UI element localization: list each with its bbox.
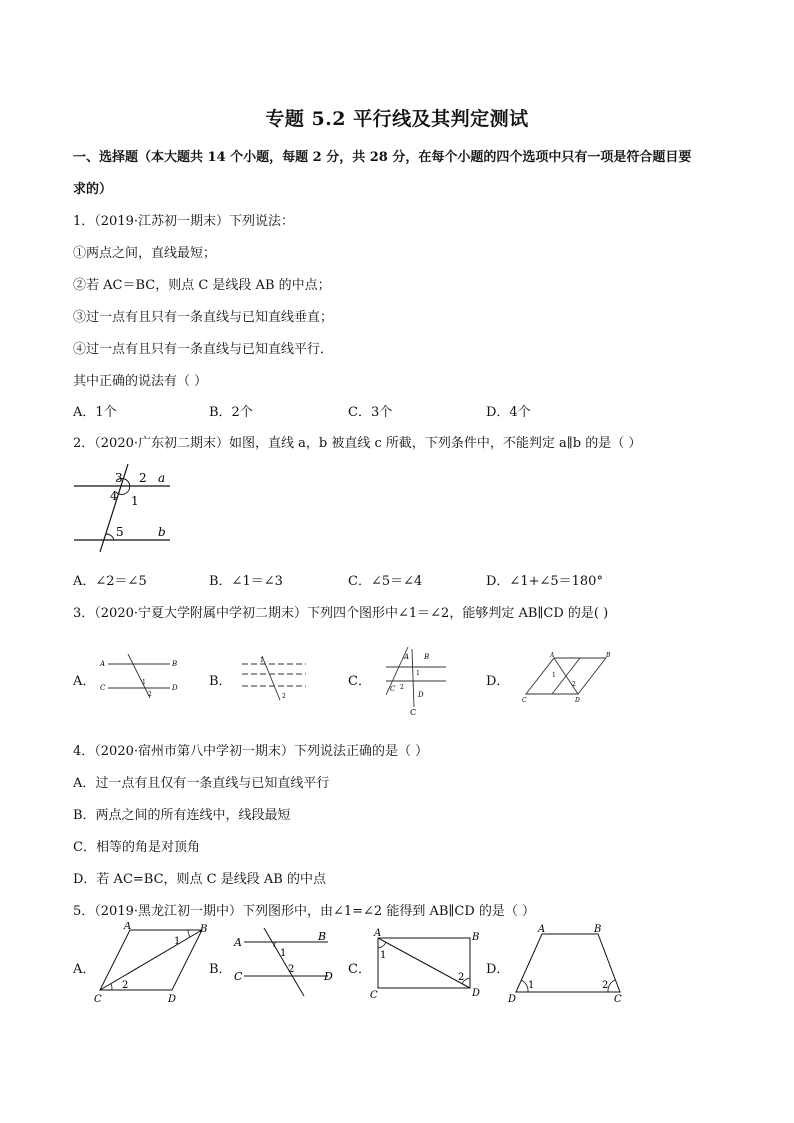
q1-option-a: A．1个 bbox=[73, 405, 117, 420]
q2-option-b: B．∠1＝∠3 bbox=[209, 574, 283, 589]
q5a-label-a: A bbox=[124, 922, 132, 932]
q4-stem: 4．（2020·宿州市第八中学初一期末）下列说法正确的是（ ） bbox=[73, 744, 429, 759]
q5c-label-2: 2 bbox=[458, 972, 465, 983]
q2-label-a: a bbox=[158, 471, 166, 485]
q5a-label-c: C bbox=[94, 994, 102, 1004]
q1-statement-1: ①两点之间，直线最短； bbox=[73, 246, 217, 261]
q3-option-a: A． bbox=[73, 674, 96, 689]
q1-option-d: D．4个 bbox=[486, 405, 531, 420]
q3-option-d: D． bbox=[486, 674, 510, 689]
q2-label-1: 1 bbox=[131, 494, 139, 508]
q1-option-b: B．2个 bbox=[209, 405, 253, 420]
q3a-label-d: D bbox=[172, 684, 178, 692]
q2-stem: 2．（2020·广东初二期末）如图，直线 a，b 被直线 c 所截，下列条件中，不能判定 a∥b 的是（ ） bbox=[73, 436, 642, 451]
q3c-label-1: 1 bbox=[416, 670, 420, 677]
q3-option-b: B． bbox=[209, 674, 232, 689]
q2-label-4: 4 bbox=[110, 489, 118, 503]
q5-option-a: A． bbox=[73, 962, 96, 977]
q5d-label-a: A bbox=[538, 924, 546, 935]
q3d-label-a: A bbox=[550, 652, 555, 659]
q5a-label-d: D bbox=[168, 994, 177, 1004]
q3d-label-d: D bbox=[575, 697, 580, 704]
q2-option-d: D．∠1+∠5＝180° bbox=[486, 574, 603, 589]
q5b-label-c: C bbox=[234, 970, 243, 983]
q5d-label-1: 1 bbox=[528, 980, 535, 991]
q3d-label-1: 1 bbox=[552, 672, 556, 679]
q5d-label-d: D bbox=[508, 994, 517, 1004]
q5-figure-c bbox=[366, 926, 486, 1002]
q3a-label-1: 1 bbox=[142, 679, 146, 686]
q4-option-a: A．过一点有且仅有一条直线与已知直线平行 bbox=[73, 776, 330, 791]
section-heading-line1: 一、选择题（本大题共 14 个小题，每题 2 分，共 28 分，在每个小题的四个选项中只有一项是符合题目要 bbox=[73, 150, 692, 165]
q3a-label-b: B bbox=[172, 660, 178, 668]
q2-option-c: C．∠5＝∠4 bbox=[348, 574, 423, 589]
q2-option-a: A．∠2＝∠5 bbox=[73, 574, 147, 589]
q5-figure-d bbox=[506, 922, 630, 1004]
q5b-label-d: D bbox=[324, 970, 333, 983]
q5b-label-b: B bbox=[318, 930, 327, 943]
q3-option-c: C． bbox=[348, 674, 371, 689]
q3d-label-b: B bbox=[606, 652, 611, 659]
q3d-label-c: C bbox=[522, 697, 527, 704]
q3c-label-c-bottom: C bbox=[410, 708, 417, 717]
q1-ask: 其中正确的说法有（ ） bbox=[73, 374, 208, 389]
q5d-label-c: C bbox=[614, 994, 622, 1004]
q1-stem: 1．（2019·江苏初一期末）下列说法： bbox=[73, 214, 294, 229]
q5a-label-2: 2 bbox=[122, 980, 129, 991]
q5d-label-b: B bbox=[594, 924, 602, 935]
q5c-label-b: B bbox=[472, 932, 480, 943]
q5a-label-b: B bbox=[200, 924, 208, 935]
q4-option-b: B．两点之间的所有连线中，线段最短 bbox=[73, 808, 291, 823]
q5-option-b: B． bbox=[209, 962, 232, 977]
q3-figure-a bbox=[98, 652, 178, 700]
q5c-label-1: 1 bbox=[380, 950, 387, 961]
page-title: 专题 5.2 平行线及其判定测试 bbox=[265, 108, 529, 130]
q2-label-3: 3 bbox=[115, 471, 123, 485]
q5-option-c: C． bbox=[348, 962, 371, 977]
q5c-label-c: C bbox=[370, 990, 378, 1001]
q1-statement-2: ②若 AC＝BC，则点 C 是线段 AB 的中点； bbox=[73, 278, 331, 293]
q5-figure-b bbox=[228, 926, 336, 998]
q4-option-c: C．相等的角是对顶角 bbox=[73, 840, 200, 855]
q3c-label-b: B bbox=[424, 653, 430, 661]
q3a-label-c: C bbox=[100, 684, 106, 692]
q4-option-d: D．若 AC=BC，则点 C 是线段 AB 的中点 bbox=[73, 872, 326, 887]
q1-statement-3: ③过一点有且只有一条直线与已知直线垂直； bbox=[73, 310, 334, 325]
q2-label-2: 2 bbox=[139, 471, 147, 485]
q3c-label-c: C bbox=[390, 685, 396, 693]
q5b-label-2: 2 bbox=[288, 964, 295, 975]
q5b-label-a: A bbox=[234, 936, 242, 949]
section-heading-line2: 求的） bbox=[73, 182, 113, 197]
q3-figure-c bbox=[380, 645, 450, 717]
q5d-label-2: 2 bbox=[602, 980, 609, 991]
q3c-label-d: D bbox=[418, 691, 424, 699]
q3b-label-2: 2 bbox=[282, 693, 286, 700]
q3c-label-2: 2 bbox=[400, 684, 404, 691]
q5b-label-1: 1 bbox=[280, 948, 287, 959]
q3c-label-a: A bbox=[404, 653, 410, 661]
q5a-label-1: 1 bbox=[174, 936, 181, 947]
q3a-label-2: 2 bbox=[148, 691, 152, 698]
q3d-label-2: 2 bbox=[572, 681, 576, 688]
q5c-label-d: D bbox=[472, 988, 481, 999]
q2-figure bbox=[70, 462, 175, 554]
q3b-label-1: 1 bbox=[260, 657, 264, 664]
q5-stem: 5．（2019·黑龙江初一期中）下列图形中，由∠1=∠2 能得到 AB∥CD 的是（ ） bbox=[73, 904, 536, 919]
q1-statement-4: ④过一点有且只有一条直线与已知直线平行． bbox=[73, 342, 334, 357]
q5-figure-a bbox=[92, 922, 212, 1004]
q3a-label-a: A bbox=[100, 660, 106, 668]
q5c-label-a: A bbox=[374, 928, 382, 939]
q3-figure-d bbox=[520, 652, 612, 704]
q5-option-d: D． bbox=[486, 962, 510, 977]
q1-option-c: C．3个 bbox=[348, 405, 393, 420]
q2-label-5: 5 bbox=[116, 525, 124, 539]
q3-figure-b bbox=[234, 652, 314, 702]
q3-stem: 3．（2020·宁夏大学附属中学初二期末）下列四个图形中∠1＝∠2，能够判定 AB∥CD 的是( ) bbox=[73, 606, 609, 621]
q2-label-b: b bbox=[158, 525, 166, 539]
